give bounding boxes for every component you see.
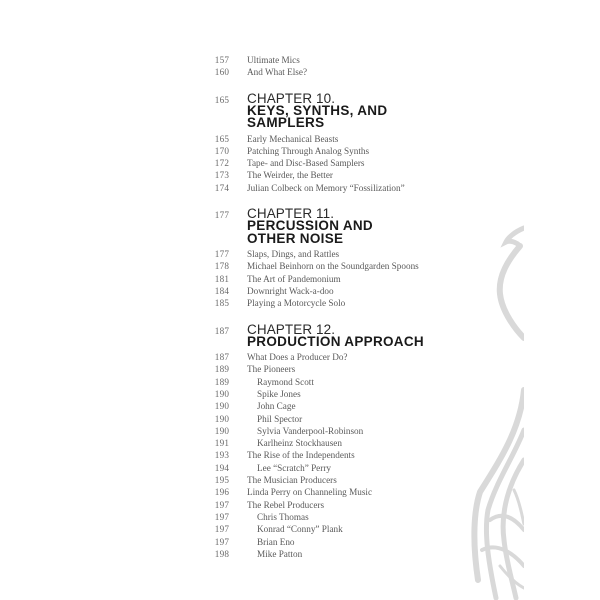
page-number: 190	[214, 388, 230, 399]
toc-subentry[interactable]	[213, 523, 513, 535]
toc-entry[interactable]	[213, 297, 513, 309]
toc-subentry[interactable]	[213, 388, 513, 400]
page-number: 177	[214, 210, 230, 221]
chapter-label: CHAPTER 11.	[247, 206, 335, 222]
toc-entry[interactable]	[213, 351, 513, 363]
toc-entry[interactable]	[213, 474, 513, 486]
entry-title: Brian Eno	[257, 536, 295, 547]
ornament-vine-icon	[470, 220, 524, 600]
entry-title: Phil Spector	[257, 413, 303, 424]
toc-subentry[interactable]	[213, 511, 513, 523]
toc-entry[interactable]	[213, 66, 513, 78]
chapter-heading-11[interactable]	[213, 208, 513, 245]
toc-subentry[interactable]	[213, 413, 513, 425]
chapter-title-line: OTHER NOISE	[247, 230, 344, 246]
toc-entry[interactable]	[213, 260, 513, 272]
entry-title: What Does a Producer Do?	[247, 352, 348, 363]
entry-title: Early Mechanical Beasts	[247, 133, 339, 144]
toc-subentry[interactable]	[213, 400, 513, 412]
entry-title: Patching Through Analog Synths	[247, 145, 370, 156]
toc-subentry[interactable]	[213, 376, 513, 388]
entry-title: Sylvia Vanderpool-Robinson	[257, 425, 364, 436]
toc-subentry[interactable]	[213, 536, 513, 548]
page-number: 181	[214, 273, 230, 284]
page-number: 174	[214, 182, 230, 193]
toc-entry[interactable]	[213, 486, 513, 498]
entry-title: The Art of Pandemonium	[247, 273, 341, 284]
entry-title: Downright Wack-a-doo	[247, 285, 334, 296]
entry-title: Playing a Motorcycle Solo	[247, 298, 346, 309]
entry-title: Konrad “Conny” Plank	[257, 524, 343, 535]
entry-title: The Rebel Producers	[247, 499, 325, 510]
entry-title: Linda Perry on Channeling Music	[247, 487, 373, 498]
page-number: 190	[214, 401, 230, 412]
page-number: 172	[214, 158, 230, 169]
chapter-title-line: PRODUCTION APPROACH	[247, 333, 424, 349]
entry-title: The Musician Producers	[247, 475, 337, 486]
entry-title: Michael Beinhorn on the Soundgarden Spoons	[247, 261, 419, 272]
toc-entry[interactable]	[213, 499, 513, 511]
page-number: 191	[214, 438, 230, 449]
entry-title: Julian Colbeck on Memory “Fossilization”	[247, 182, 405, 193]
entry-title: The Rise of the Independents	[247, 450, 355, 461]
chapter-title-line: PERCUSSION AND	[247, 218, 373, 234]
toc-subentry[interactable]	[213, 425, 513, 437]
entry-title: The Pioneers	[247, 364, 296, 375]
page-number: 196	[214, 487, 230, 498]
toc-entry[interactable]	[213, 133, 513, 145]
toc-entry[interactable]	[213, 182, 513, 194]
page-number: 165	[214, 133, 230, 144]
page-number: 184	[214, 285, 230, 296]
page-number: 187	[214, 325, 230, 336]
toc-entry[interactable]	[213, 54, 513, 66]
table-of-contents	[213, 54, 513, 560]
entry-title: Ultimate Mics	[247, 55, 300, 65]
chapter-heading-10[interactable]	[213, 90, 513, 131]
page-number: 195	[214, 475, 230, 486]
chapter-label: CHAPTER 12.	[247, 321, 336, 337]
page-number: 178	[214, 261, 230, 272]
page-number: 190	[214, 425, 230, 436]
page-number: 198	[214, 548, 230, 559]
toc-entry[interactable]	[213, 145, 513, 157]
chapter-10-entries	[213, 133, 513, 194]
entry-title: Tape- and Disc-Based Samplers	[247, 158, 365, 169]
entry-title: Chris Thomas	[257, 511, 309, 522]
page-number: 187	[214, 352, 230, 363]
toc-entry[interactable]	[213, 449, 513, 461]
toc-entry[interactable]	[213, 273, 513, 285]
toc-subentry[interactable]	[213, 437, 513, 449]
page-number: 189	[214, 376, 230, 387]
chapter-heading-12[interactable]	[213, 321, 513, 349]
page-number: 197	[214, 524, 230, 535]
entry-title: Mike Patton	[257, 548, 303, 559]
toc-entry[interactable]	[213, 157, 513, 169]
page-number: 197	[214, 499, 230, 510]
toc-subentry[interactable]	[213, 548, 513, 560]
entry-title: And What Else?	[247, 67, 308, 78]
toc-entry[interactable]	[213, 169, 513, 181]
entry-title: Spike Jones	[257, 388, 301, 399]
entry-title: John Cage	[257, 401, 296, 412]
page-number: 197	[214, 536, 230, 547]
entry-title: Raymond Scott	[257, 376, 314, 387]
page-number: 189	[214, 364, 230, 375]
entry-title: The Weirder, the Better	[247, 170, 333, 181]
page-number: 190	[214, 413, 230, 424]
entry-title: Lee “Scratch” Perry	[257, 462, 331, 473]
chapter-12-entries	[213, 351, 513, 560]
page-number: 177	[214, 249, 230, 260]
toc-entry[interactable]	[213, 285, 513, 297]
chapter-label: CHAPTER 10.	[247, 90, 336, 106]
page-number: 173	[214, 170, 230, 181]
toc-subentry[interactable]	[213, 462, 513, 474]
chapter-11-entries	[213, 248, 513, 309]
page-number: 160	[214, 67, 230, 78]
toc-entry[interactable]	[213, 363, 513, 375]
toc-entry[interactable]	[213, 248, 513, 260]
entry-title: Slaps, Dings, and Rattles	[247, 249, 340, 260]
page-number: 165	[214, 94, 230, 105]
entry-title: Karlheinz Stockhausen	[257, 438, 342, 449]
chapter-title-line: SAMPLERS	[247, 115, 325, 131]
page-number: 170	[214, 145, 230, 156]
page-number: 197	[214, 511, 230, 522]
page-number: 185	[214, 298, 230, 309]
page-number: 157	[214, 55, 230, 65]
page-number: 194	[214, 462, 230, 473]
chapter-title-line: KEYS, SYNTHS, AND	[247, 102, 388, 118]
page-number: 193	[214, 450, 230, 461]
